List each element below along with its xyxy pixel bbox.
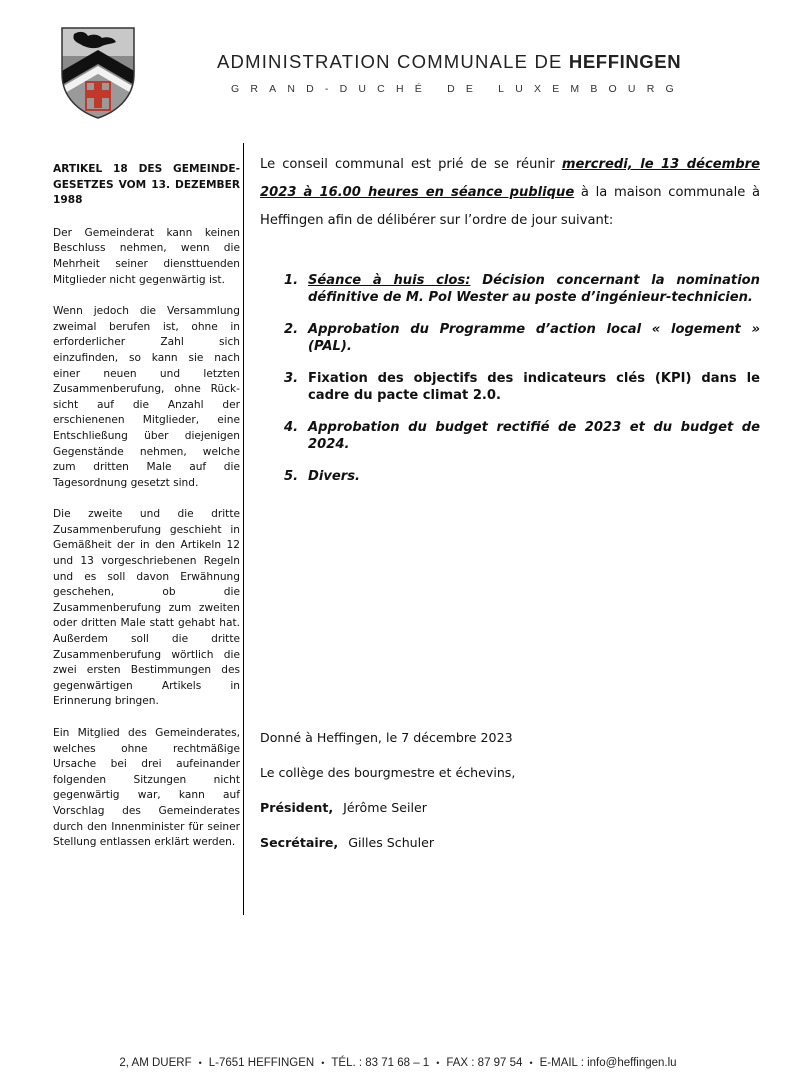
- sidebar-paragraph: Ein Mitglied des Gemeinderates, welches ohne rechtmäßige Ursache bei drei aufeinander folgenden Sitzungen nicht gegenwärtig war, kann auf Vorschlag des Gemeinderates durch den Innenminister für seiner Stellung entlassen erklärt werden.: [53, 727, 240, 849]
- date-line: Donné à Heffingen, le 7 décembre 2023: [260, 730, 513, 745]
- sidebar-heading: ARTIKEL 18 DES GEMEINDE-GESETZES VOM 13. DEZEMBER 1988: [53, 163, 240, 207]
- header-title-commune: HEFFINGEN: [568, 51, 682, 72]
- agenda-item-text: Approbation du budget rectifié de 2023 et du budget de 2024.: [308, 420, 760, 452]
- agenda-item: [260, 469, 760, 486]
- footer-address: 2, AM DUERF: [119, 1057, 192, 1069]
- agenda-item-number: 2.: [284, 322, 299, 337]
- secretary-name: Gilles Schuler: [348, 835, 435, 850]
- secretary-label: Secrétaire,: [260, 835, 339, 850]
- agenda-list: [260, 273, 760, 486]
- column-divider: [243, 143, 244, 915]
- agenda-item-text: Fixation des objectifs des indicateurs clés (KPI) dans le cadre du pacte climat 2.0.: [308, 371, 760, 403]
- president-line: [260, 800, 760, 835]
- meeting-date-time: mercredi, le 13 décembre 2023 à 16.00 heures en séance publique: [260, 157, 760, 200]
- sidebar-paragraph: Der Gemeinderat kann keinen Beschluss nehmen, wenn die Mehrheit seiner diensttuenden Mitglieder nicht gegenwärtig ist.: [53, 226, 240, 286]
- footer-fax: FAX : 87 97 54: [446, 1057, 523, 1069]
- intro-before: Le conseil communal est prié de se réunir: [260, 157, 562, 172]
- footer-contact: [0, 1057, 796, 1069]
- coat-of-arms-logo: [60, 26, 136, 120]
- agenda-item-number: 1.: [284, 273, 299, 288]
- college-line: Le collège des bourgmestre et échevins,: [260, 765, 516, 780]
- footer-postal: L-7651 HEFFINGEN: [208, 1057, 315, 1069]
- footer-separator: •: [198, 1058, 202, 1068]
- president-name: Jérôme Seiler: [343, 800, 427, 815]
- sidebar-paragraph: Die zweite und die dritte Zusammenberufung geschieht in Gemäßheit der in den Artikeln 12 und 13 vorgeschriebenen Regeln und es soll davon Erwähnung geschehen, ob die Zusammenberufung zum zweiten oder dritten Male statt gehabt hat. Außerdem soll die dritte Zusammenberufung wörtlich die zwei ersten Bestimmungen des gegenwärtigen Artikels in Erinnerung bringen.: [53, 508, 240, 708]
- footer-separator: •: [529, 1058, 533, 1068]
- header-title-prefix: ADMINISTRATION COMMUNALE DE: [217, 51, 569, 72]
- footer-separator: •: [321, 1058, 325, 1068]
- signature-block: [260, 730, 760, 870]
- agenda-item: [260, 420, 760, 453]
- agenda-item: [260, 322, 760, 355]
- intro-after: à la maison communale à Heffingen afin de délibérer sur l’ordre de jour suivant:: [260, 185, 760, 228]
- sidebar-legal-text: [53, 162, 240, 867]
- footer-phone: TÉL. : 83 71 68 – 1: [331, 1057, 430, 1069]
- header-subtitle: GRAND-DUCHÉ DE LUXEMBOURG: [231, 83, 685, 95]
- agenda-item: [260, 371, 760, 404]
- agenda-item-text: Décision concernant la nomination définitive de M. Pol Wester au poste d’ingénieur-technicien.: [308, 273, 760, 305]
- agenda-item-text: Approbation du Programme d’action local « logement » (PAL).: [308, 322, 760, 354]
- president-label: Président,: [260, 800, 334, 815]
- agenda-item: [260, 273, 760, 306]
- footer-separator: •: [436, 1058, 440, 1068]
- agenda-item-number: 5.: [284, 469, 299, 484]
- sidebar-paragraph: Wenn jedoch die Versammlung zweimal berufen ist, ohne in erforderlicher Zahl sich einzufinden, so kann sie nach einer neuen und letzten Zusammenberufung, ohne Rück-sicht auf die Anzahl der erschienenen Mitglieder, eine Entschließung über diejenigen Gegenstände nehmen, welche zum dritten Male auf die Tagesordnung gesetzt sind.: [53, 305, 240, 489]
- intro-paragraph: [260, 151, 760, 235]
- agenda-item-number: 3.: [284, 371, 299, 386]
- agenda-item-number: 4.: [284, 420, 299, 435]
- convocation-body: [260, 151, 760, 502]
- footer-email[interactable]: E-MAIL : info@heffingen.lu: [539, 1057, 677, 1069]
- header-title: [217, 51, 777, 73]
- agenda-item-label: Séance à huis clos:: [308, 273, 471, 288]
- secretary-line: [260, 835, 760, 870]
- agenda-item-text: Divers.: [308, 469, 360, 484]
